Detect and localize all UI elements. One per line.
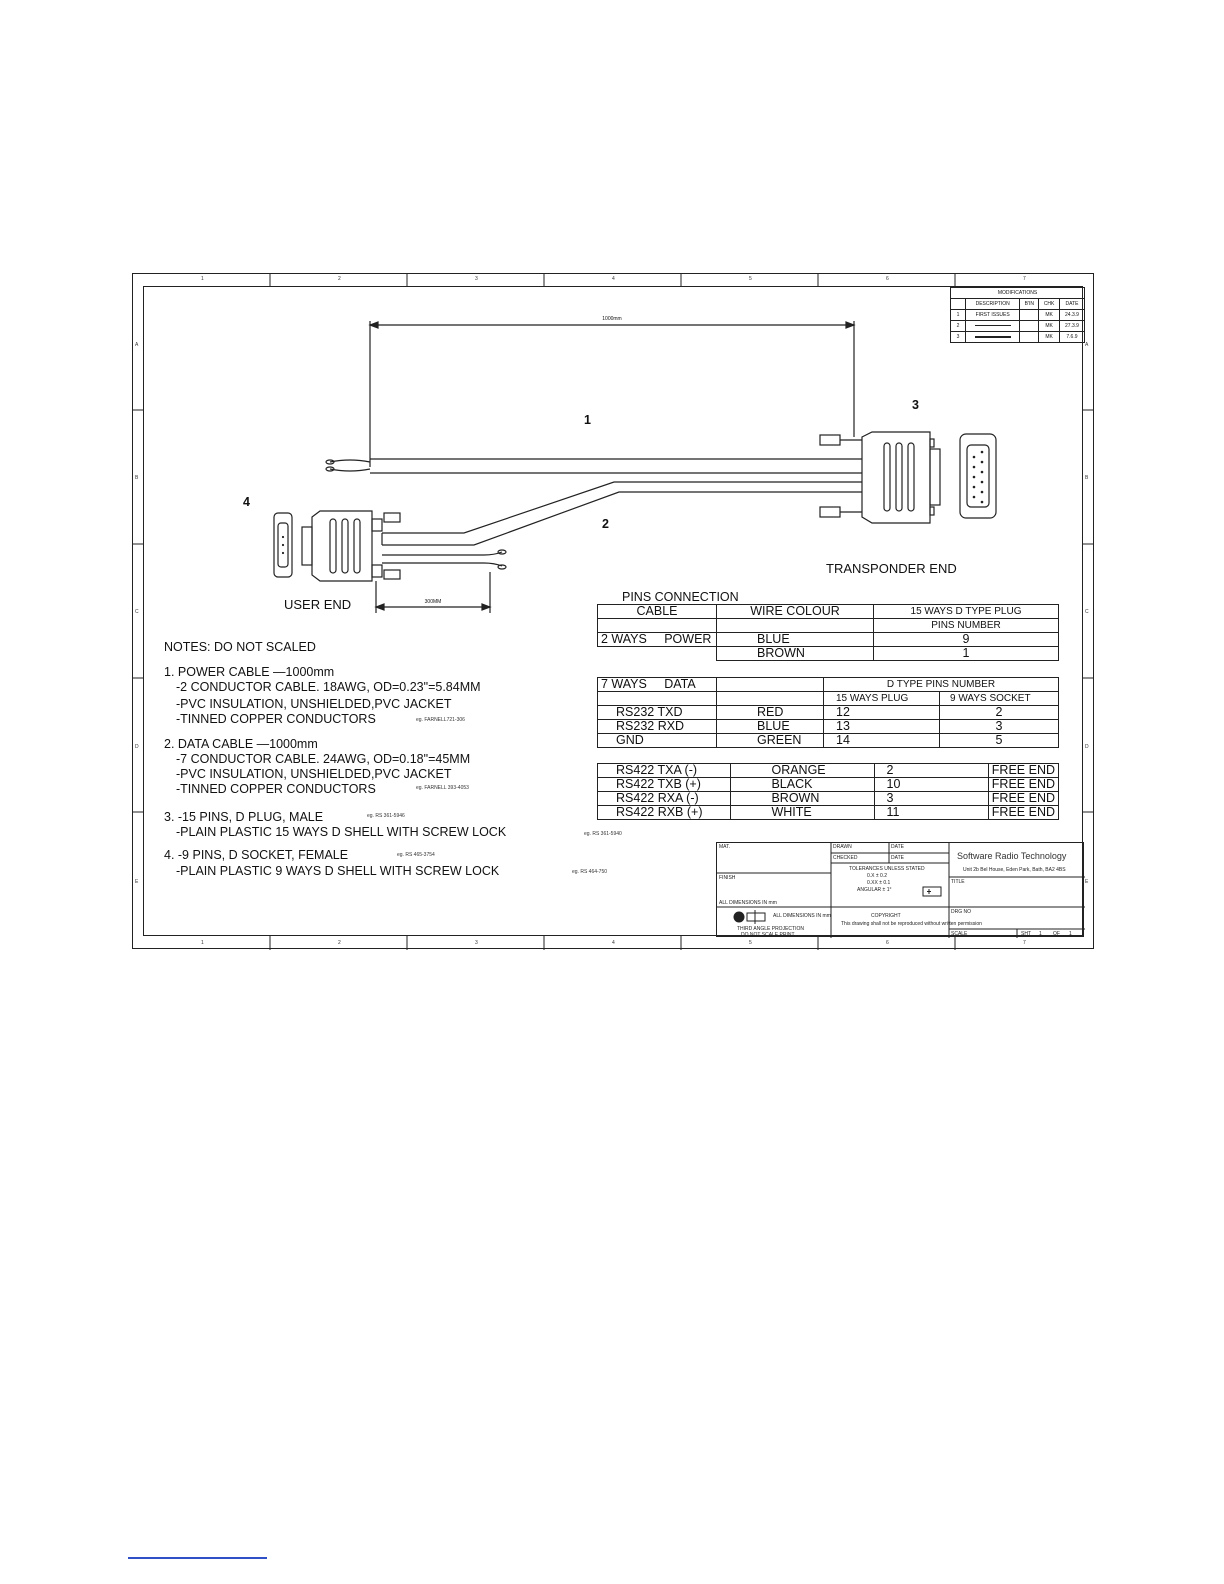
col-label: 6 bbox=[886, 276, 889, 282]
table-row bbox=[598, 720, 1059, 734]
col-label: 1 bbox=[201, 940, 204, 946]
note-3-line: -PLAIN PLASTIC 15 WAYS D SHELL WITH SCREW LOCK bbox=[176, 825, 507, 839]
transponder-end-label: TRANSPONDER END bbox=[826, 561, 957, 576]
pin-15-cell: 14 bbox=[824, 734, 940, 748]
signal-cell: RS232 RXD bbox=[598, 720, 717, 734]
signal-cell: RS422 RXA (-) bbox=[598, 792, 731, 806]
note-2-line: -TINNED COPPER CONDUCTORS bbox=[176, 782, 376, 796]
note-2-line: -PVC INSULATION, UNSHIELDED,PVC JACKET bbox=[176, 767, 452, 781]
pin-15-cell: 3 bbox=[874, 792, 988, 806]
wire-colour-cell: BLUE bbox=[717, 633, 874, 647]
pin-15-cell: 12 bbox=[824, 706, 940, 720]
col-label: 3 bbox=[475, 940, 478, 946]
drawing-sheet bbox=[132, 273, 1094, 949]
col-9-ways-socket: 9 WAYS SOCKET bbox=[940, 692, 1059, 706]
note-2-ref: eg. FARNELL 393-4053 bbox=[416, 785, 469, 791]
drg-no-label: DRG NO bbox=[951, 909, 971, 915]
spacer-cell bbox=[717, 678, 824, 692]
struck-line bbox=[975, 336, 1011, 338]
col-label: 7 bbox=[1023, 940, 1026, 946]
mat-label: MAT. bbox=[719, 844, 731, 850]
cable-ways: 2 WAYS bbox=[601, 632, 647, 646]
cable-use: DATA bbox=[664, 677, 696, 691]
col-label: 5 bbox=[749, 940, 752, 946]
col-label: 4 bbox=[612, 276, 615, 282]
sheet-number: 1 bbox=[1039, 931, 1042, 937]
note-1-line: -PVC INSULATION, UNSHIELDED,PVC JACKET bbox=[176, 697, 452, 711]
mod-cell bbox=[1020, 321, 1039, 332]
col-wire-colour: WIRE COLOUR bbox=[717, 605, 874, 619]
dimension-300mm: 300MM bbox=[424, 599, 442, 605]
mod-cell bbox=[1020, 310, 1039, 321]
drawing-area bbox=[143, 286, 1083, 936]
pin-cell: 1 bbox=[874, 647, 1059, 661]
col-pins-number: PINS NUMBER bbox=[874, 619, 1059, 633]
note-2-title: 2. DATA CABLE —1000mm bbox=[164, 737, 318, 751]
row-label: B bbox=[135, 475, 139, 481]
pin-15-cell: 11 bbox=[874, 806, 988, 820]
mod-header bbox=[951, 299, 966, 310]
mod-cell: 27.3.9 bbox=[1059, 321, 1084, 332]
tolerances-label: TOLERANCES UNLESS STATED bbox=[849, 866, 925, 872]
table-row bbox=[598, 734, 1059, 748]
mod-cell: MK bbox=[1039, 321, 1060, 332]
title-label: TITLE bbox=[951, 879, 965, 885]
wire-colour-cell: BLUE bbox=[717, 720, 824, 734]
copyright-note: This drawing shall not be reproduced without written permission bbox=[841, 921, 982, 927]
wire-colour-cell: BROWN bbox=[717, 647, 874, 661]
note-1-line: -TINNED COPPER CONDUCTORS bbox=[176, 712, 376, 726]
wire-colour-cell: GREEN bbox=[717, 734, 824, 748]
mod-header: DATE bbox=[1059, 299, 1084, 310]
wire-colour-cell: RED bbox=[717, 706, 824, 720]
note-1-title: 1. POWER CABLE —1000mm bbox=[164, 665, 335, 679]
table-row bbox=[598, 706, 1059, 720]
row-label: A bbox=[135, 342, 139, 348]
mod-cell bbox=[966, 332, 1020, 343]
mod-cell: MK bbox=[1039, 310, 1060, 321]
wire-colour-cell: WHITE bbox=[731, 806, 874, 820]
note-4-ref: eg. RS 465-3754 bbox=[397, 852, 435, 858]
table-row bbox=[598, 647, 1059, 661]
pins-table-data bbox=[597, 677, 1059, 748]
table-row bbox=[598, 792, 1059, 806]
table-row bbox=[598, 778, 1059, 792]
mod-cell: 7.6.9 bbox=[1059, 332, 1084, 343]
tolerance-2: 0.XX ± 0.1 bbox=[867, 880, 891, 886]
row-label: C bbox=[135, 609, 139, 615]
pin-9-cell: FREE END bbox=[988, 778, 1058, 792]
company-address: Unit 2b Bel House, Eden Park, Bath, BA2 4BS bbox=[963, 867, 1066, 873]
spacer-cell bbox=[598, 692, 717, 706]
mod-cell: FIRST ISSUES bbox=[966, 310, 1020, 321]
dimension-1000mm: 1000mm bbox=[602, 316, 622, 322]
col-label: 6 bbox=[886, 940, 889, 946]
col-cable: CABLE bbox=[598, 605, 717, 619]
note-4-line: -PLAIN PLASTIC 9 WAYS D SHELL WITH SCREW LOCK bbox=[176, 864, 500, 878]
cable-type-cell bbox=[598, 633, 717, 647]
row-label: B bbox=[1085, 475, 1089, 481]
col-15-ways-plug: 15 WAYS PLUG bbox=[824, 692, 940, 706]
mod-cell: 2 bbox=[951, 321, 966, 332]
pins-table-power bbox=[597, 604, 1059, 661]
dims-note: ALL DIMENSIONS IN mm bbox=[719, 900, 777, 906]
pin-15-cell: 13 bbox=[824, 720, 940, 734]
note-3-ref2: eg. RS 361-5940 bbox=[584, 831, 622, 837]
pin-9-cell: 5 bbox=[940, 734, 1059, 748]
of-label: OF bbox=[1053, 931, 1060, 937]
mod-cell: 24.3.9 bbox=[1059, 310, 1084, 321]
callout-3: 3 bbox=[912, 398, 919, 412]
all-units-label: ALL DIMENSIONS IN mm bbox=[773, 913, 831, 919]
cable-type-cell bbox=[598, 678, 717, 692]
wire-colour-cell: ORANGE bbox=[731, 764, 874, 778]
pin-9-cell: FREE END bbox=[988, 792, 1058, 806]
sheet-label: SHT bbox=[1021, 931, 1031, 937]
spacer-cell bbox=[717, 692, 824, 706]
mod-header: CHK bbox=[1039, 299, 1060, 310]
of-number: 1 bbox=[1069, 931, 1072, 937]
projection-label: THIRD ANGLE PROJECTION bbox=[737, 926, 804, 932]
title-block bbox=[716, 842, 1084, 937]
spacer-cell bbox=[598, 619, 717, 633]
pin-cell: 9 bbox=[874, 633, 1059, 647]
cable-use: POWER bbox=[664, 632, 712, 646]
pin-15-cell: 10 bbox=[874, 778, 988, 792]
pin-9-cell: 2 bbox=[940, 706, 1059, 720]
pins-table-rs422 bbox=[597, 763, 1059, 820]
scale-label: SCALE bbox=[951, 931, 968, 937]
mod-cell: MK bbox=[1039, 332, 1060, 343]
note-1-line: -2 CONDUCTOR CABLE. 18AWG, OD=0.23"=5.84MM bbox=[176, 680, 481, 694]
finish-label: FINISH bbox=[719, 875, 736, 881]
pins-connection-title: PINS CONNECTION bbox=[622, 590, 739, 604]
col-label: 4 bbox=[612, 940, 615, 946]
table-row bbox=[598, 633, 1059, 647]
callout-2: 2 bbox=[602, 517, 609, 531]
row-label: E bbox=[135, 879, 139, 885]
note-4-ref2: eg. RS 464-750 bbox=[572, 869, 608, 875]
signal-cell: RS422 TXB (+) bbox=[598, 778, 731, 792]
tolerance-3: ANGULAR ± 1° bbox=[857, 887, 892, 893]
mod-row bbox=[951, 332, 1085, 343]
note-3-ref: eg. RS 361-5946 bbox=[367, 813, 405, 819]
table-row bbox=[598, 806, 1059, 820]
mod-row bbox=[951, 310, 1085, 321]
note-2-line: -7 CONDUCTOR CABLE. 24AWG, OD=0.18"=45MM bbox=[176, 752, 471, 766]
struck-line bbox=[975, 325, 1011, 326]
tolerance-1: 0.X ± 0.2 bbox=[867, 873, 887, 879]
signal-cell: RS232 TXD bbox=[598, 706, 717, 720]
cable-ways: 7 WAYS bbox=[601, 677, 647, 691]
wire-colour-cell: BROWN bbox=[731, 792, 874, 806]
pin-9-cell: FREE END bbox=[988, 764, 1058, 778]
note-1-ref: eg. FARNELL721-306 bbox=[416, 717, 465, 723]
mod-cell: 1 bbox=[951, 310, 966, 321]
do-not-scale-label: DO NOT SCALE PRINT bbox=[741, 932, 795, 938]
spacer-cell bbox=[598, 647, 717, 661]
date-label: DATE bbox=[891, 844, 904, 850]
copyright-label: COPYRIGHT bbox=[871, 913, 901, 919]
wire-colour-cell: BLACK bbox=[731, 778, 874, 792]
col-label: 1 bbox=[201, 276, 204, 282]
col-label: 7 bbox=[1023, 276, 1026, 282]
callout-4: 4 bbox=[243, 495, 250, 509]
mod-cell bbox=[1020, 332, 1039, 343]
pin-9-cell: 3 bbox=[940, 720, 1059, 734]
col-label: 3 bbox=[475, 276, 478, 282]
signal-cell: GND bbox=[598, 734, 717, 748]
col-label: 2 bbox=[338, 940, 341, 946]
pin-9-cell: FREE END bbox=[988, 806, 1058, 820]
signal-cell: RS422 TXA (-) bbox=[598, 764, 731, 778]
signal-cell: RS422 RXB (+) bbox=[598, 806, 731, 820]
row-label: D bbox=[1085, 744, 1089, 750]
row-label: C bbox=[1085, 609, 1089, 615]
date-label-2: DATE bbox=[891, 855, 904, 861]
col-d-type-pins: D TYPE PINS NUMBER bbox=[824, 678, 1059, 692]
modifications-title: MODIFICATIONS bbox=[951, 288, 1085, 299]
row-label: E bbox=[1085, 879, 1089, 885]
footnote-rule bbox=[128, 1557, 267, 1559]
note-3-title: 3. -15 PINS, D PLUG, MALE bbox=[164, 810, 324, 824]
drawn-label: DRAWN bbox=[833, 844, 852, 850]
col-label: 5 bbox=[749, 276, 752, 282]
modifications-table bbox=[950, 287, 1085, 343]
col-15-ways: 15 WAYS D TYPE PLUG bbox=[874, 605, 1059, 619]
user-end-label: USER END bbox=[284, 597, 352, 612]
row-label: D bbox=[135, 744, 139, 750]
mod-header: DESCRIPTION bbox=[966, 299, 1020, 310]
checked-label: CHECKED bbox=[833, 855, 858, 861]
mod-cell: 3 bbox=[951, 332, 966, 343]
table-row bbox=[598, 764, 1059, 778]
mod-row bbox=[951, 321, 1085, 332]
mod-cell bbox=[966, 321, 1020, 332]
callout-1: 1 bbox=[584, 413, 591, 427]
row-label: A bbox=[1085, 342, 1089, 348]
mod-header: B'IN bbox=[1020, 299, 1039, 310]
company-name: Software Radio Technology bbox=[957, 851, 1067, 861]
pin-15-cell: 2 bbox=[874, 764, 988, 778]
spacer-cell bbox=[717, 619, 874, 633]
notes-heading: NOTES: DO NOT SCALED bbox=[164, 640, 316, 654]
note-4-title: 4. -9 PINS, D SOCKET, FEMALE bbox=[164, 848, 349, 862]
col-label: 2 bbox=[338, 276, 341, 282]
